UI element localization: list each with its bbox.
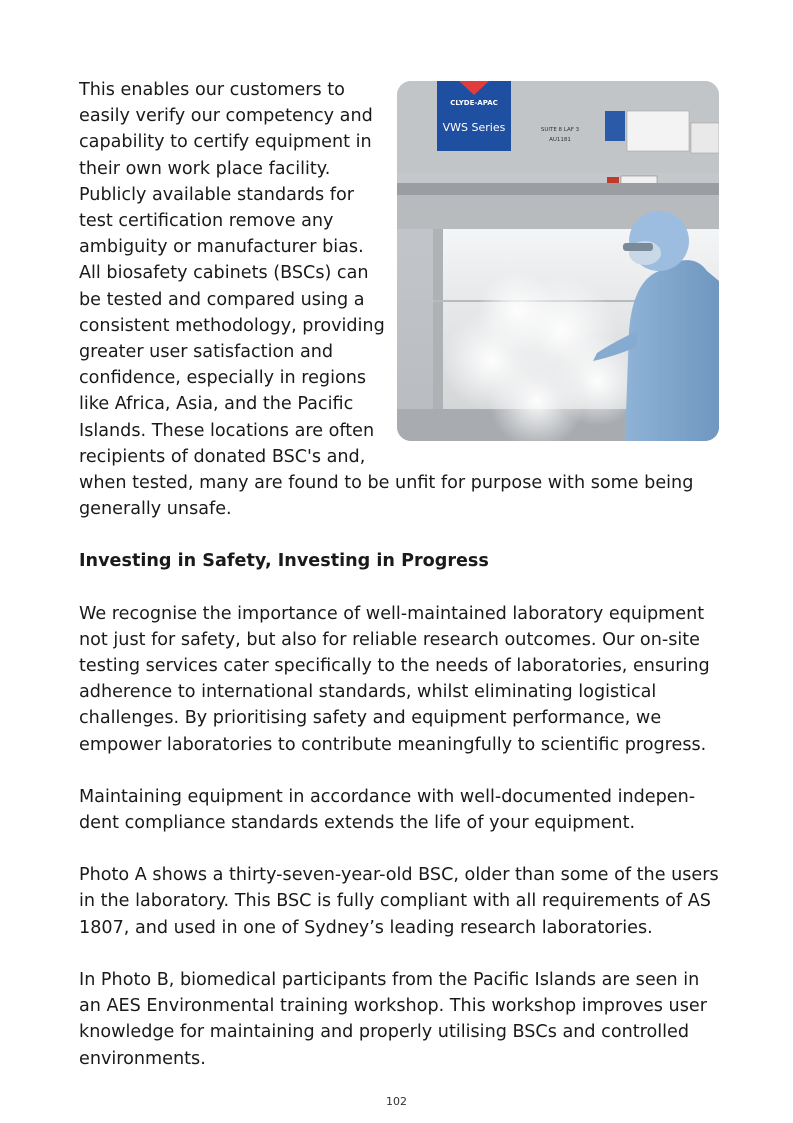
unit-label-line1: SUITE 8 LAF 3 bbox=[540, 127, 580, 133]
brand-text: CLYDE-APAC bbox=[450, 99, 498, 107]
page-content bbox=[79, 77, 719, 1072]
series-label: VWS Series bbox=[442, 121, 506, 134]
paragraph-lab-equipment: We recognise the importance of well-maintained laboratory equipment not just for safety, but also for reliable research outcomes. Our on-site testing services cater specifically to the needs of laboratories, ensuring adherence to international standards, whilst eliminating logistical challenges. By prioritising safety and equipment performance, we empower laboratories to contribute meaningfully to scientific progress. bbox=[79, 603, 710, 755]
page-number: 102 bbox=[386, 1095, 407, 1108]
section-heading: Investing in Safety, Investing in Progress bbox=[79, 551, 489, 572]
unit-label-line2: AU1181 bbox=[549, 137, 571, 143]
paragraph-photo-b: In Photo B, biomedical participants from the Pacific Islands are seen in an AES Environmental training workshop. This workshop improves user knowledge for maintaining and properly utilising BSCs and controlled environments. bbox=[79, 969, 707, 1069]
paragraph-compliance: Maintaining equipment in accordance with well-documented indepen-dent compliance standards extends the life of your equipment. bbox=[79, 786, 696, 834]
paragraph-photo-a: Photo A shows a thirty-seven-year-old BSC, older than some of the users in the laboratory. This BSC is fully compliant with all requirements of AS 1807, and used in one of Sydney’s leading research laboratories. bbox=[79, 865, 719, 938]
intro-paragraph: This enables our customers to easily verify our competency and capability to certify equipment in their own work place facility. Publicly available standards for test certification remove any ambiguity or manufacturer bias. All biosafety cabinets (BSCs) can be tested and compared using a consistent methodology, providing greater user satisfaction and confidence, especially in regions like Africa, Asia, and the Pacific Islands. These locations are often recipients of donated BSC's and, when tested, many are found to be unfit for purpose with some being generally unsafe. bbox=[79, 80, 694, 520]
intro-paragraph-block bbox=[79, 77, 719, 522]
photo-biosafety-cabinet-smoke-test bbox=[397, 81, 719, 441]
